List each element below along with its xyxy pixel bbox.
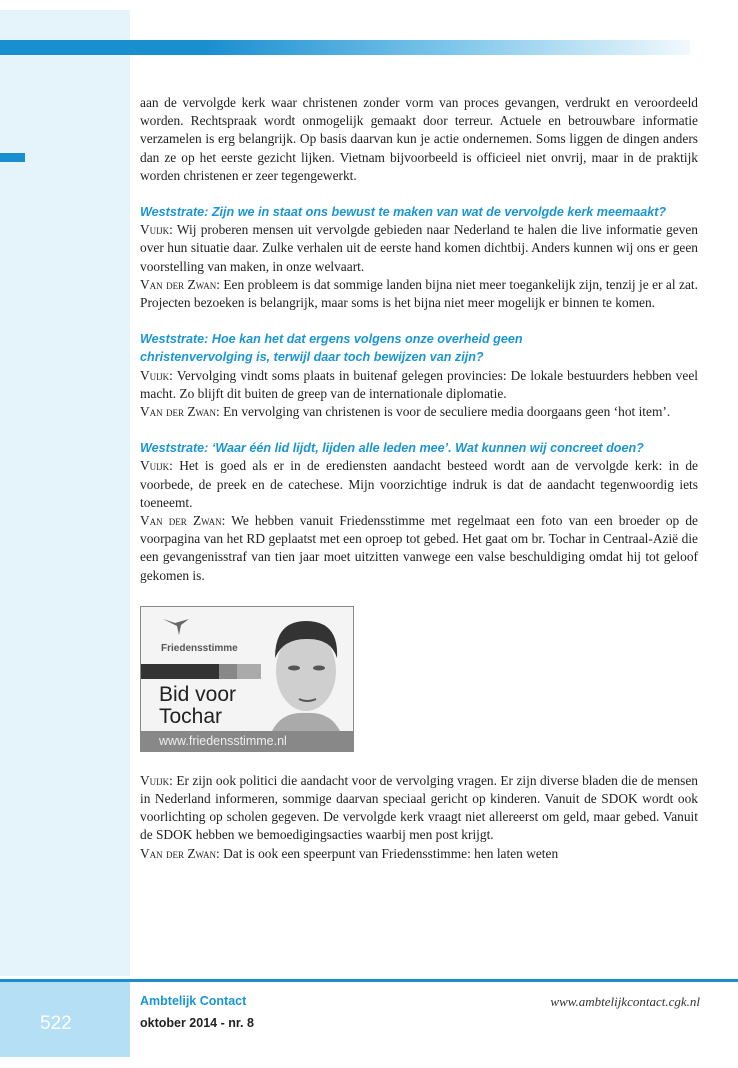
speaker-name: Vuijk — [140, 458, 170, 474]
answer-paragraph — [140, 367, 698, 403]
question-heading: Weststrate: Hoe kan het dat ergens volgens onze overheid geen christenvervolging is, terwijl daar toch bewijzen van zijn? — [140, 332, 523, 365]
section-marker — [0, 153, 25, 162]
image-stripe — [141, 664, 261, 679]
answer-text: : Een probleem is dat sommige landen bijna niet meer toegankelijk zijn, tenzij je er al zat. Projecten bezoeken is belangrijk, maar soms is het bijna niet meer mogelijk er binnen te komen. — [140, 276, 698, 311]
question-heading: Weststrate: Zijn we in staat ons bewust te maken van wat de vervolgde kerk meemaakt? — [140, 205, 667, 220]
intro-paragraph: aan de vervolgde kerk waar christenen zonder vorm van proces gevangen, verdrukt en veroordeeld worden. Rechtspraak wordt onmogelijk gemaakt door terreur. Actuele en betrouwbare informatie verzamelen is erg belangrijk. Op basis daarvan kun je actie ondernemen. Soms liggen de dingen anders dan ze op het eerste gezicht lijken. Vietnam bijvoorbeeld is officieel niet onvrij, maar in de praktijk worden christenen er zeer tegengewerkt. — [140, 95, 698, 183]
answer-paragraph — [140, 512, 698, 585]
page-number: 522 — [40, 1013, 72, 1034]
website-link[interactable]: www.ambtelijkcontact.cgk.nl — [550, 994, 700, 1009]
prayer-campaign-image — [140, 606, 354, 752]
answer-text: : Er zijn ook politici die aandacht voor de vervolging vragen. Er zijn diverse bladen die de mensen in Nederland informeren, sommige daarvan speciaal gericht op kinderen. Vanuit de SDOK wordt ook voorlichting op scholen gegeven. De vervolgde kerk vraagt niet allereerst om geld, maar gebed. Vanuit de SDOK hebben we bemoedigingsacties waarbij men post krijgt. — [140, 772, 698, 843]
header-gradient-bar — [0, 40, 690, 55]
speaker-name: Vuijk — [140, 222, 170, 238]
issue-info: oktober 2014 - nr. 8 — [140, 1016, 254, 1030]
answer-text: : Het is goed als er in de erediensten aandacht besteed wordt aan de vervolgde kerk: in de voorbede, de preek en de catechese. Mijn voorzichtige indruk is dat de aandacht tegenwoordig iets toeneemt. — [140, 458, 698, 510]
article-body — [140, 94, 698, 863]
answer-paragraph — [140, 403, 698, 421]
image-title-line: Bid voor — [159, 682, 237, 706]
portrait-illustration — [261, 613, 347, 733]
image-title — [159, 684, 236, 728]
answer-paragraph — [140, 221, 698, 276]
speaker-name: Vuijk — [140, 367, 170, 383]
speaker-name: Van der Zwan — [140, 513, 222, 529]
answer-paragraph — [140, 845, 698, 863]
speaker-name: Van der Zwan — [140, 276, 217, 292]
answer-text: : We hebben vanuit Friedensstimme met regelmaat een foto van een broeder op de voorpagina van het RD geplaatst met een oproep tot gebed. Het gaat om br. Tochar in Centraal-Azië die een gevangenisstraf van tien jaar moet uitzitten vanwege een valse beschuldiging omdat hij tot geloof gekomen is. — [140, 513, 698, 583]
image-title-line: Tochar — [159, 704, 223, 728]
speaker-name: Van der Zwan — [140, 845, 217, 861]
answer-text: : En vervolging van christenen is voor de seculiere media doorgaans geen ‘hot item’. — [216, 404, 671, 420]
dove-logo-icon — [163, 617, 189, 635]
answer-paragraph — [140, 772, 698, 845]
image-url: www.friedensstimme.nl — [141, 731, 353, 751]
answer-paragraph — [140, 457, 698, 512]
speaker-name: Van der Zwan — [140, 404, 217, 420]
magazine-name: Ambtelijk Contact — [140, 994, 247, 1008]
answer-paragraph — [140, 276, 698, 312]
image-brand: Friedensstimme — [161, 642, 238, 654]
question-heading: Weststrate: ‘Waar één lid lijdt, lijden alle leden mee’. Wat kunnen wij concreet doen? — [140, 441, 644, 456]
answer-text: : Vervolging vindt soms plaats in buitenaf gelegen provincies: De lokale bestuurders hebben veel macht. Zo blijft dit buiten de greep van de internationale diplomatie. — [140, 367, 698, 401]
answer-text: : Dat is ook een speerpunt van Friedensstimme: hen laten weten — [216, 845, 559, 861]
speaker-name: Vuijk — [140, 772, 170, 788]
answer-text: : Wij proberen mensen uit vervolgde gebieden naar Nederland te halen die live informatie geven over hun situatie daar. Zulke verhalen uit de eerste hand komen dichtbij. Anders kunnen wij ons er geen voorstelling van maken, in onze welvaart. — [140, 222, 698, 274]
